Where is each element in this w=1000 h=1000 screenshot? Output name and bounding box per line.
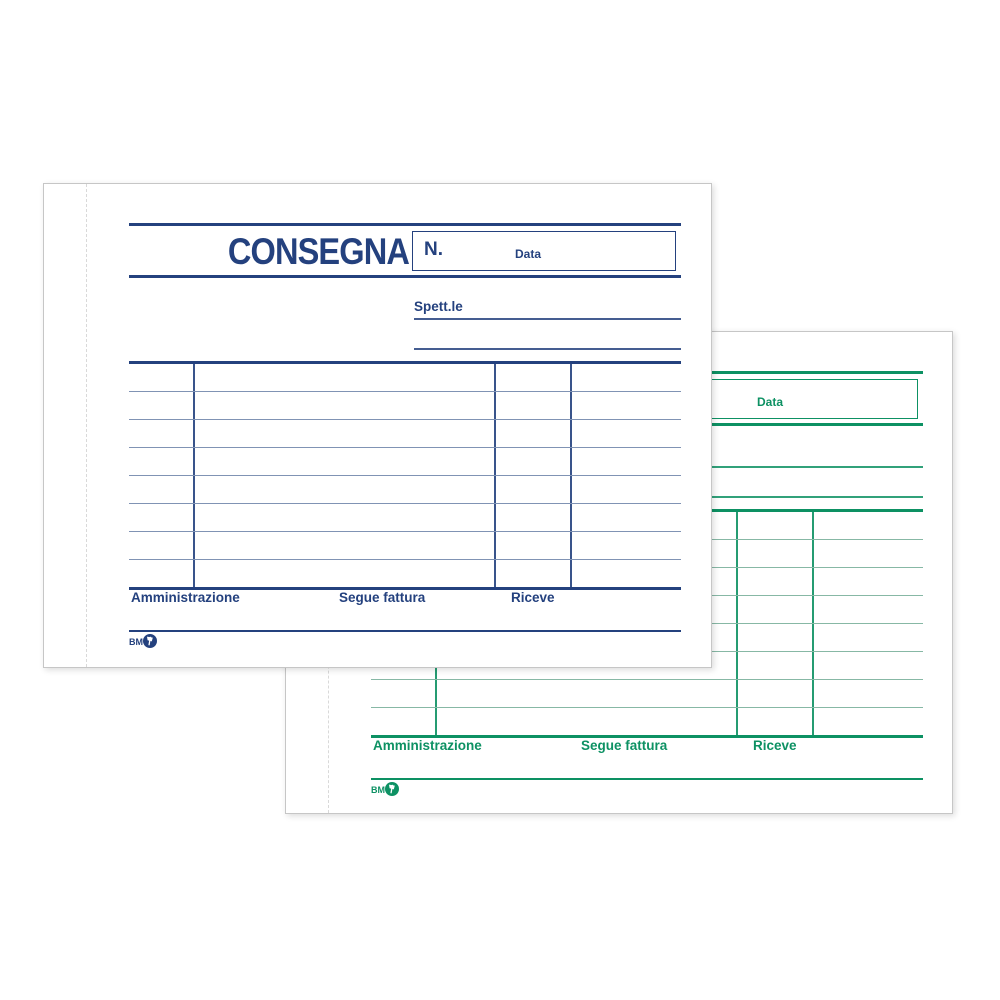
table-row-line — [129, 475, 681, 476]
number-date-box — [412, 231, 676, 271]
bm-logo-icon — [385, 782, 399, 796]
brand-text: BM — [371, 785, 385, 795]
header-bottom-rule — [129, 275, 681, 278]
table-row-line — [371, 707, 923, 708]
invoice-follows-label: Segue fattura — [581, 738, 668, 753]
date-label: Data — [757, 395, 784, 409]
table-row-line — [129, 503, 681, 504]
receiver-label: Riceve — [511, 590, 555, 605]
table-row-line — [129, 559, 681, 560]
table-row-line — [371, 679, 923, 680]
table-row-line — [129, 531, 681, 532]
form-title: CONSEGNA — [227, 231, 409, 272]
receiver-label: Riceve — [753, 738, 797, 753]
header-top-rule — [129, 223, 681, 226]
footer-rule — [129, 630, 681, 632]
footer-rule — [371, 778, 923, 780]
delivery-form-front — [43, 183, 712, 668]
table-row-line — [129, 419, 681, 420]
bm-logo-icon — [143, 634, 157, 648]
number-label: N. — [424, 239, 443, 260]
administration-label: Amministrazione — [373, 738, 482, 753]
addressee-label: Spett.le — [414, 299, 463, 314]
date-label: Data — [515, 247, 542, 261]
administration-label: Amministrazione — [131, 590, 240, 605]
perforation-line — [86, 184, 87, 667]
invoice-follows-label: Segue fattura — [339, 590, 426, 605]
address-line — [414, 348, 681, 350]
table-top-rule — [129, 361, 681, 364]
addressee-line — [414, 318, 681, 320]
brand-text: BM — [129, 637, 143, 647]
table-row-line — [129, 447, 681, 448]
table-row-line — [129, 391, 681, 392]
